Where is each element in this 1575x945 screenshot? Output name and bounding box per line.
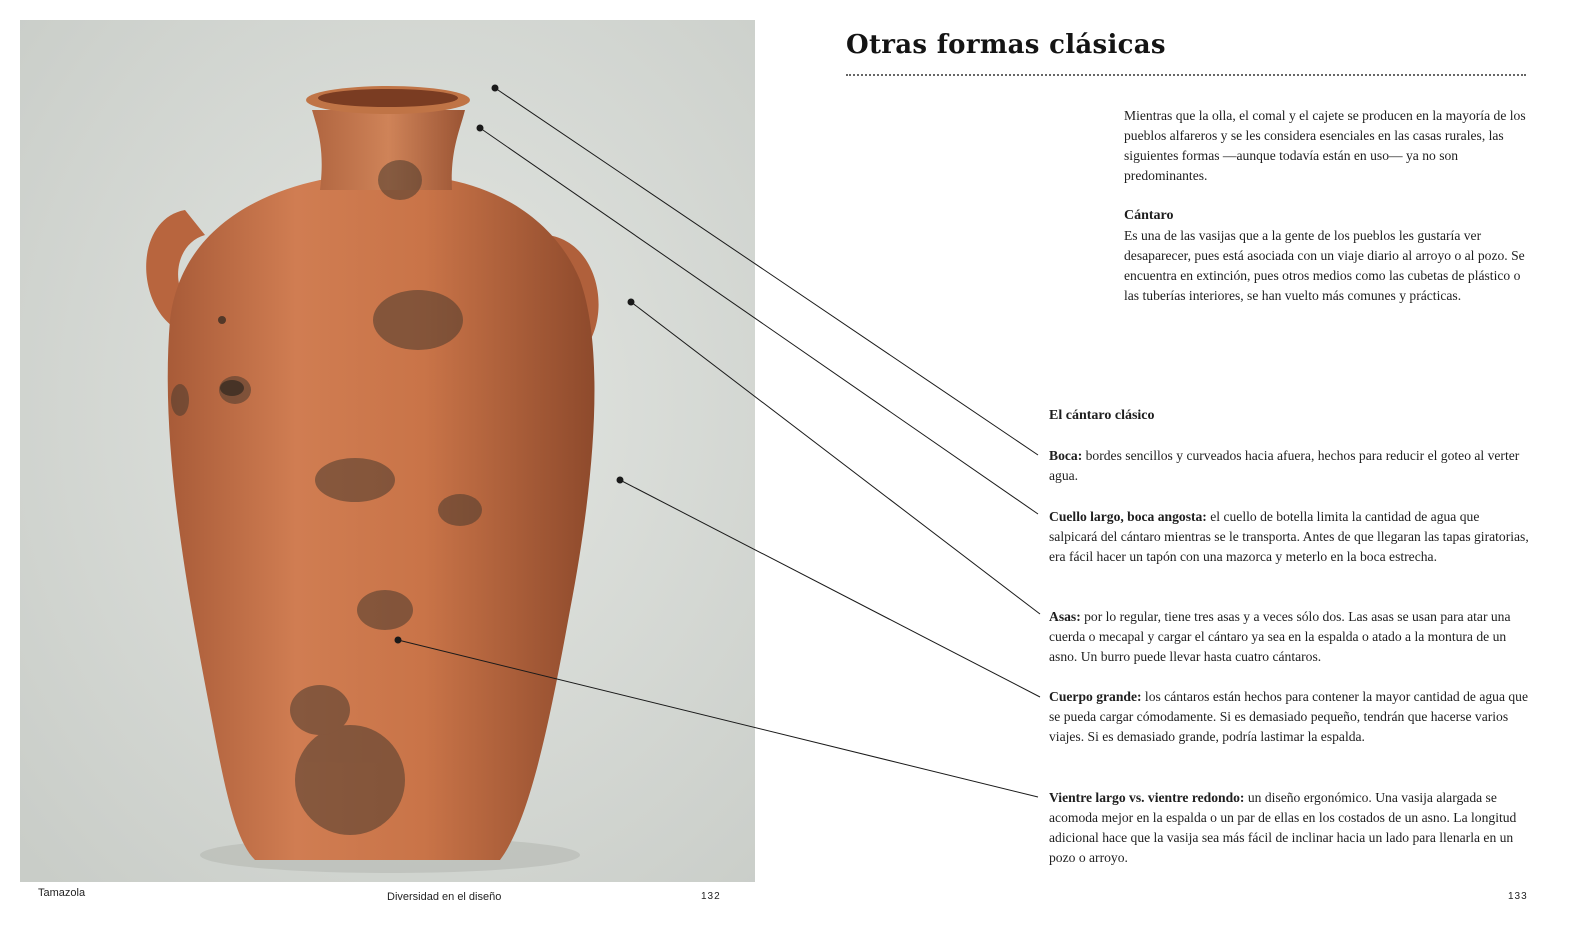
feature-text: los cántaros están hechos para contener la mayor cantidad de agua que se pueda cargar cómodamente. Si es demasiado pequeño, tendrán que hacerse varios viajes. Si es demasiado grande, podría lastimar la espalda. bbox=[1049, 689, 1529, 744]
feature-text: un diseño ergonómico. Una vasija alargada se acomoda mejor en la espalda o un par de ellas en los costados de un asno. La longitud adicional hace que la vasija sea más fácil de inclinar hacia un lado para llenarla en un pozo o arroyo. bbox=[1049, 790, 1517, 865]
title-divider bbox=[846, 74, 1526, 76]
feature-item-asas bbox=[1049, 607, 1529, 667]
cantaro-heading: Cántaro bbox=[1124, 208, 1174, 223]
classic-heading: El cántaro clásico bbox=[1049, 408, 1155, 423]
feature-text: bordes sencillos y curveados hacia afuera, hechos para reducir el goteo al verter agua. bbox=[1049, 448, 1520, 483]
feature-term: Cuerpo grande: bbox=[1049, 689, 1142, 704]
feature-term: Boca: bbox=[1049, 448, 1083, 463]
feature-item-cuello bbox=[1049, 507, 1529, 567]
feature-term: Vientre largo vs. vientre redondo: bbox=[1049, 790, 1245, 805]
feature-item-boca bbox=[1049, 446, 1529, 486]
cantaro-paragraph: Es una de las vasijas que a la gente de los pueblos les gustaría ver desaparecer, pues está asociada con un viaje diario al arroyo o al pozo. Se encuentra en extinción, pues otros medios como las cubetas de plástico o las tuberías interiores, se han vuelto más comunes y prácticas. bbox=[1124, 228, 1525, 303]
page-number-right: 133 bbox=[1508, 891, 1528, 902]
feature-term: Cuello largo, boca angosta: bbox=[1049, 509, 1207, 524]
jar-illustration bbox=[20, 20, 755, 882]
feature-item-cuerpo bbox=[1049, 687, 1529, 747]
page-number-left: 132 bbox=[701, 891, 721, 902]
feature-text: por lo regular, tiene tres asas y a veces sólo dos. Las asas se usan para atar una cuerda o mecapal y cargar el cántaro ya sea en la espalda o atado a la montura de un asno. Un burro puede llevar hasta cuatro cántaros. bbox=[1049, 609, 1511, 664]
intro-paragraph: Mientras que la olla, el comal y el cajete se producen en la mayoría de los pueblos alfareros y se les considera esenciales en las casas rurales, las siguientes formas —aunque todavía están en uso— ya no son predominantes. bbox=[1124, 108, 1526, 183]
feature-text: el cuello de botella limita la cantidad de agua que salpicará del cántaro mientras se le transporta. Antes de que llegaran las tapas giratorias, era fácil hacer un tapón con una mazorca y meterlo en la boca estrecha. bbox=[1049, 509, 1529, 564]
feature-item-vientre bbox=[1049, 788, 1529, 868]
photo-caption: Tamazola bbox=[38, 887, 86, 899]
jar-photo bbox=[20, 20, 755, 882]
page-title: Otras formas clásicas bbox=[846, 30, 1166, 60]
running-title: Diversidad en el diseño bbox=[387, 891, 502, 903]
feature-term: Asas: bbox=[1049, 609, 1081, 624]
